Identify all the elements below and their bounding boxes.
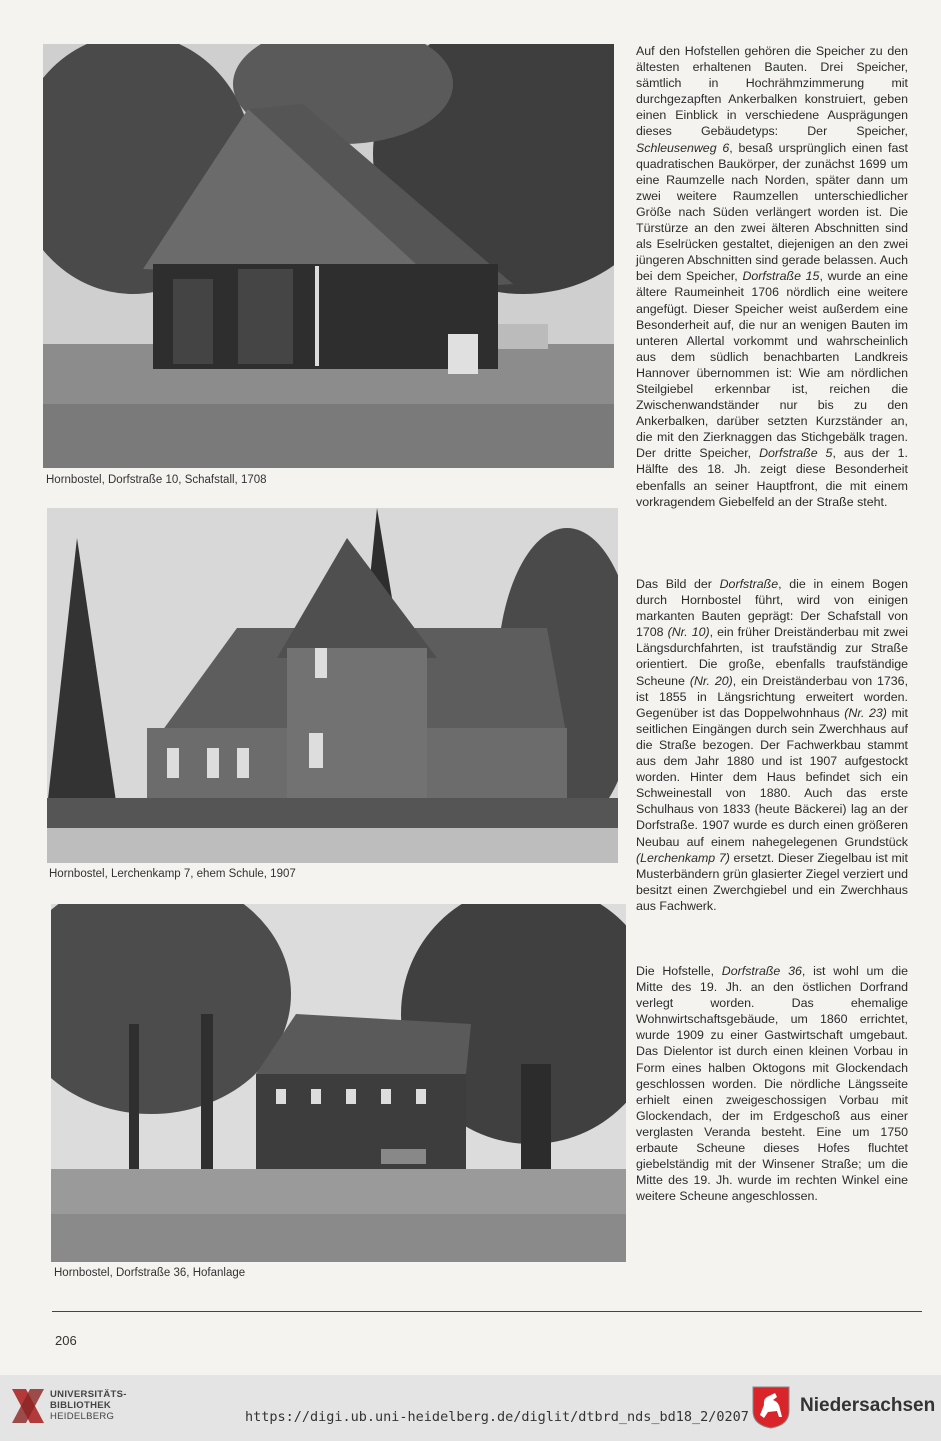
niedersachsen-horse-icon bbox=[751, 1385, 791, 1434]
text-run: , aus der 1. Hälfte des 18. Jh. zeigt diese Besonderheit ebenfalls an seiner Hauptfront, die mit einem vorkragendem Giebelfeld an der Straße steht. bbox=[636, 446, 908, 509]
italic-reference: (Nr. 23) bbox=[844, 705, 887, 720]
university-library-name[interactable] bbox=[50, 1389, 127, 1422]
text-run: , wurde an eine ältere Raumeinheit 1706 nördlich eine weitere angefügt. Dieser Speicher weist außerdem eine Besonderheit auf, die nur an wenigen Bauten im unteren Allertal vorkommt und wahrscheinlich aus dem südlich benachbarten Landkreis Hannover übernommen ist: Wie am nördlichen Steilgiebel erkennbar ist, reichen die Zwischenwandständer nur bis zu den Ankerbalken, darüber setzten Kurzständer an, die mit den Zierknaggen das Stichgebälk tragen. Der dritte Speicher, bbox=[636, 269, 908, 461]
permalink-url[interactable]: https://digi.ub.uni-heidelberg.de/diglit/dtbrd_nds_bd18_2/0207 bbox=[245, 1409, 749, 1425]
photo-schule bbox=[47, 508, 618, 863]
viewer-footer bbox=[0, 1375, 941, 1441]
text-run: , ein Dreiständerbau von 1736, ist 1855 in Längsrichtung erweitert worden. Gegenüber ist das Doppelwohnhaus bbox=[636, 673, 909, 720]
italic-reference: (Nr. 10) bbox=[667, 625, 710, 640]
text-run: , besaß ursprünglich einen fast quadratischen Baukörper, der zunächst 1699 um eine Raumzelle nach Norden, später dann um zwei weitere Raumzellen unterschiedlicher Größe nach Süden verlängert worden ist. Die Türstürze an den zwei älteren Abschnitten sind als Eselrücken gestaltet, diejenigen an den zwei jüngeren Abschnitten sind gerade belassen. Auch bei dem Speicher, bbox=[636, 140, 908, 284]
text-run: mit seitlichen Eingängen durch sein Zwerchhaus auf die Straße bezogen. Der Fachwerkbau stammt aus dem Jahr 1880 und ist 1907 aufgestockt worden. Hinter dem Haus befindet sich ein Schweinestall von 1880. Auch das erste Schulhaus von 1833 (heute Bäckerei) lag an der Dorfstraße. 1907 wurde es durch einen größeren Neubau auf einem nahegelegenen Grundstück bbox=[636, 705, 908, 849]
photo-hofanlage bbox=[51, 904, 626, 1262]
article-paragraph bbox=[636, 576, 908, 914]
italic-reference: (Nr. 20) bbox=[689, 673, 733, 688]
text-run: , die in einem Bogen durch Hornbostel führt, wird von einigen markanten Bauten geprägt: Der Schafstall von 1708 bbox=[636, 577, 909, 640]
photo-caption: Hornbostel, Lerchenkamp 7, ehem Schule, 1907 bbox=[49, 868, 296, 880]
italic-reference: Schleusenweg 6 bbox=[636, 140, 730, 155]
library-line: BIBLIOTHEK bbox=[50, 1400, 112, 1411]
italic-reference: Dorfstraße 15 bbox=[742, 269, 820, 284]
text-run: Das Bild der bbox=[636, 577, 720, 591]
text-run: , ist wohl um die Mitte des 19. Jh. an den östlichen Dorfrand verlegt worden. Das ehemalige Wohnwirtschaftsgebäude, um 1860 errichtet, wurde 1909 zu einer Gastwirtschaft umgebaut. Das Dielentor ist durch einen kleinen Vorbau in Form eines halben Oktogons mit Glockendach geschlossen worden. Die nördliche Längsseite erhielt einen zweigeschossigen Vorbau mit Glockendach, der im Erdgeschoß aus einer verglasten Veranda besteht. Eine um 1750 erbaute Scheune dieses Hofes fluchtet giebelständig mit der Winsener Straße; um die Mitte des 19. Jh. wurde im rechten Winkel eine weitere Scheune angeschlossen. bbox=[636, 964, 908, 1204]
photo-caption: Hornbostel, Dorfstraße 36, Hofanlage bbox=[54, 1267, 246, 1279]
library-line: HEIDELBERG bbox=[50, 1411, 115, 1422]
article-paragraph bbox=[636, 43, 908, 510]
italic-reference: Dorfstraße 36 bbox=[721, 964, 802, 978]
text-run: ersetzt. Dieser Ziegelbau ist mit Musterbändern grün glasierter Ziegel verziert und besitzt einen Zwerchgiebel und ein Zwerchhaus aus Fachwerk. bbox=[636, 850, 908, 913]
niedersachsen-label[interactable]: Niedersachsen bbox=[800, 1395, 936, 1416]
library-line: UNIVERSITÄTS- bbox=[50, 1389, 127, 1400]
italic-reference: Dorfstraße bbox=[719, 577, 779, 591]
italic-reference: Dorfstraße 5 bbox=[759, 446, 833, 461]
text-run: Auf den Hofstellen gehören die Speicher zu den ältesten erhaltenen Bauten. Drei Speicher, sämtlich in Hochrähmzimmerung mit durchgezapften Ankerbalken konstruiert, geben einen Einblick in verschiedene Ausprägungen dieses Gebäudetyps: Der Speicher, bbox=[636, 44, 908, 139]
text-run: , ein früher Dreiständerbau mit zwei Längsdurchfahrten, ist traufständig zur Straße orientiert. Die große, ebenfalls traufständige Scheune bbox=[636, 625, 908, 688]
footer-rule bbox=[52, 1311, 922, 1312]
photo-caption: Hornbostel, Dorfstraße 10, Schafstall, 1708 bbox=[46, 474, 267, 486]
page-number: 206 bbox=[55, 1333, 77, 1348]
photo-schafstall bbox=[43, 44, 614, 468]
text-run: Die Hofstelle, bbox=[636, 964, 722, 978]
university-library-logo-icon bbox=[10, 1385, 46, 1432]
italic-reference: (Lerchenkamp 7) bbox=[636, 850, 730, 865]
article-paragraph bbox=[636, 963, 908, 1204]
